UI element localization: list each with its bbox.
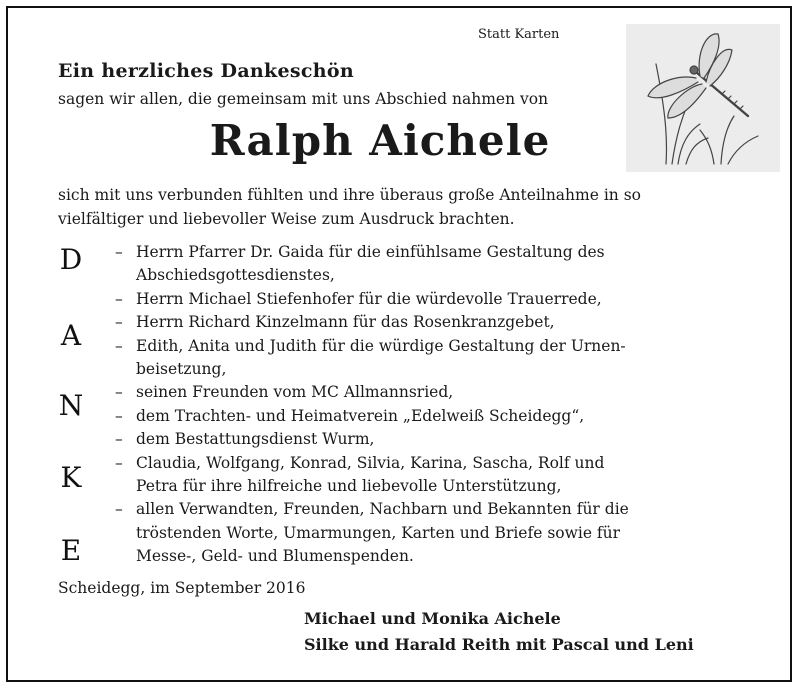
list-item: – Herrn Pfarrer Dr. Gaida für die einfühlsame Gestaltung des Abschiedsgottesdienstes, <box>115 243 605 285</box>
signature-line: Michael und Monika Aichele <box>304 609 561 628</box>
deceased-name-text: Ralph Aichele <box>209 116 551 165</box>
danke-letter-d: D <box>59 243 83 276</box>
dash: – <box>115 430 123 449</box>
deceased-name <box>0 116 800 165</box>
list-item: – Herrn Michael Stiefenhofer für die würdevolle Trauerrede, <box>115 288 735 311</box>
intro-line: sagen wir allen, die gemeinsam mit uns Abschied nahmen von <box>58 90 549 108</box>
list-item: – Edith, Anita und Judith für die würdige Gestaltung der Urnen- beisetzung, <box>115 336 626 379</box>
signature-line: Silke und Harald Reith mit Pascal und Leni <box>304 635 694 654</box>
thanks-paragraph <box>58 183 641 231</box>
list-item: – Herrn Richard Kinzelmann für das Rosenkranzgebet, <box>115 311 735 334</box>
dash: – <box>115 336 123 355</box>
dash: – <box>115 453 123 472</box>
list-item: – Claudia, Wolfgang, Konrad, Silvia, Karina, Sascha, Rolf und Petra für ihre hilfreiche und liebevolle Unterstützung, <box>115 453 605 496</box>
list-item: – dem Trachten- und Heimatverein „Edelweiß Scheidegg“, <box>115 405 735 428</box>
date-line: Scheidegg, im September 2016 <box>58 579 306 597</box>
paragraph-line: vielfältiger und liebevoller Weise zum Ausdruck brachten. <box>58 210 515 228</box>
danke-letter-a: A <box>60 319 82 352</box>
dash: – <box>115 313 123 332</box>
thanks-list <box>115 241 735 569</box>
paragraph-line: sich mit uns verbunden fühlten und ihre überaus große Anteilnahme in so <box>58 186 641 204</box>
statt-karten-label: Statt Karten <box>478 27 560 42</box>
dash: – <box>115 243 123 261</box>
dash: – <box>115 406 123 425</box>
list-item: – allen Verwandten, Freunden, Nachbarn und Bekannten für die tröstenden Worte, Umarmungen, Karten und Briefe sowie für Messe-, Geld- und Blumenspenden. <box>115 500 629 566</box>
list-item: – dem Bestattungsdienst Wurm, <box>115 428 735 451</box>
list-item: – seinen Freunden vom MC Allmannsried, <box>115 381 735 404</box>
danke-letter-n: N <box>58 389 84 422</box>
danke-letter-e: E <box>60 534 82 567</box>
danke-letter-k: K <box>60 461 82 494</box>
heading: Ein herzliches Dankeschön <box>58 60 354 82</box>
dash: – <box>115 289 123 308</box>
dash: – <box>115 383 123 402</box>
dash: – <box>115 500 123 519</box>
